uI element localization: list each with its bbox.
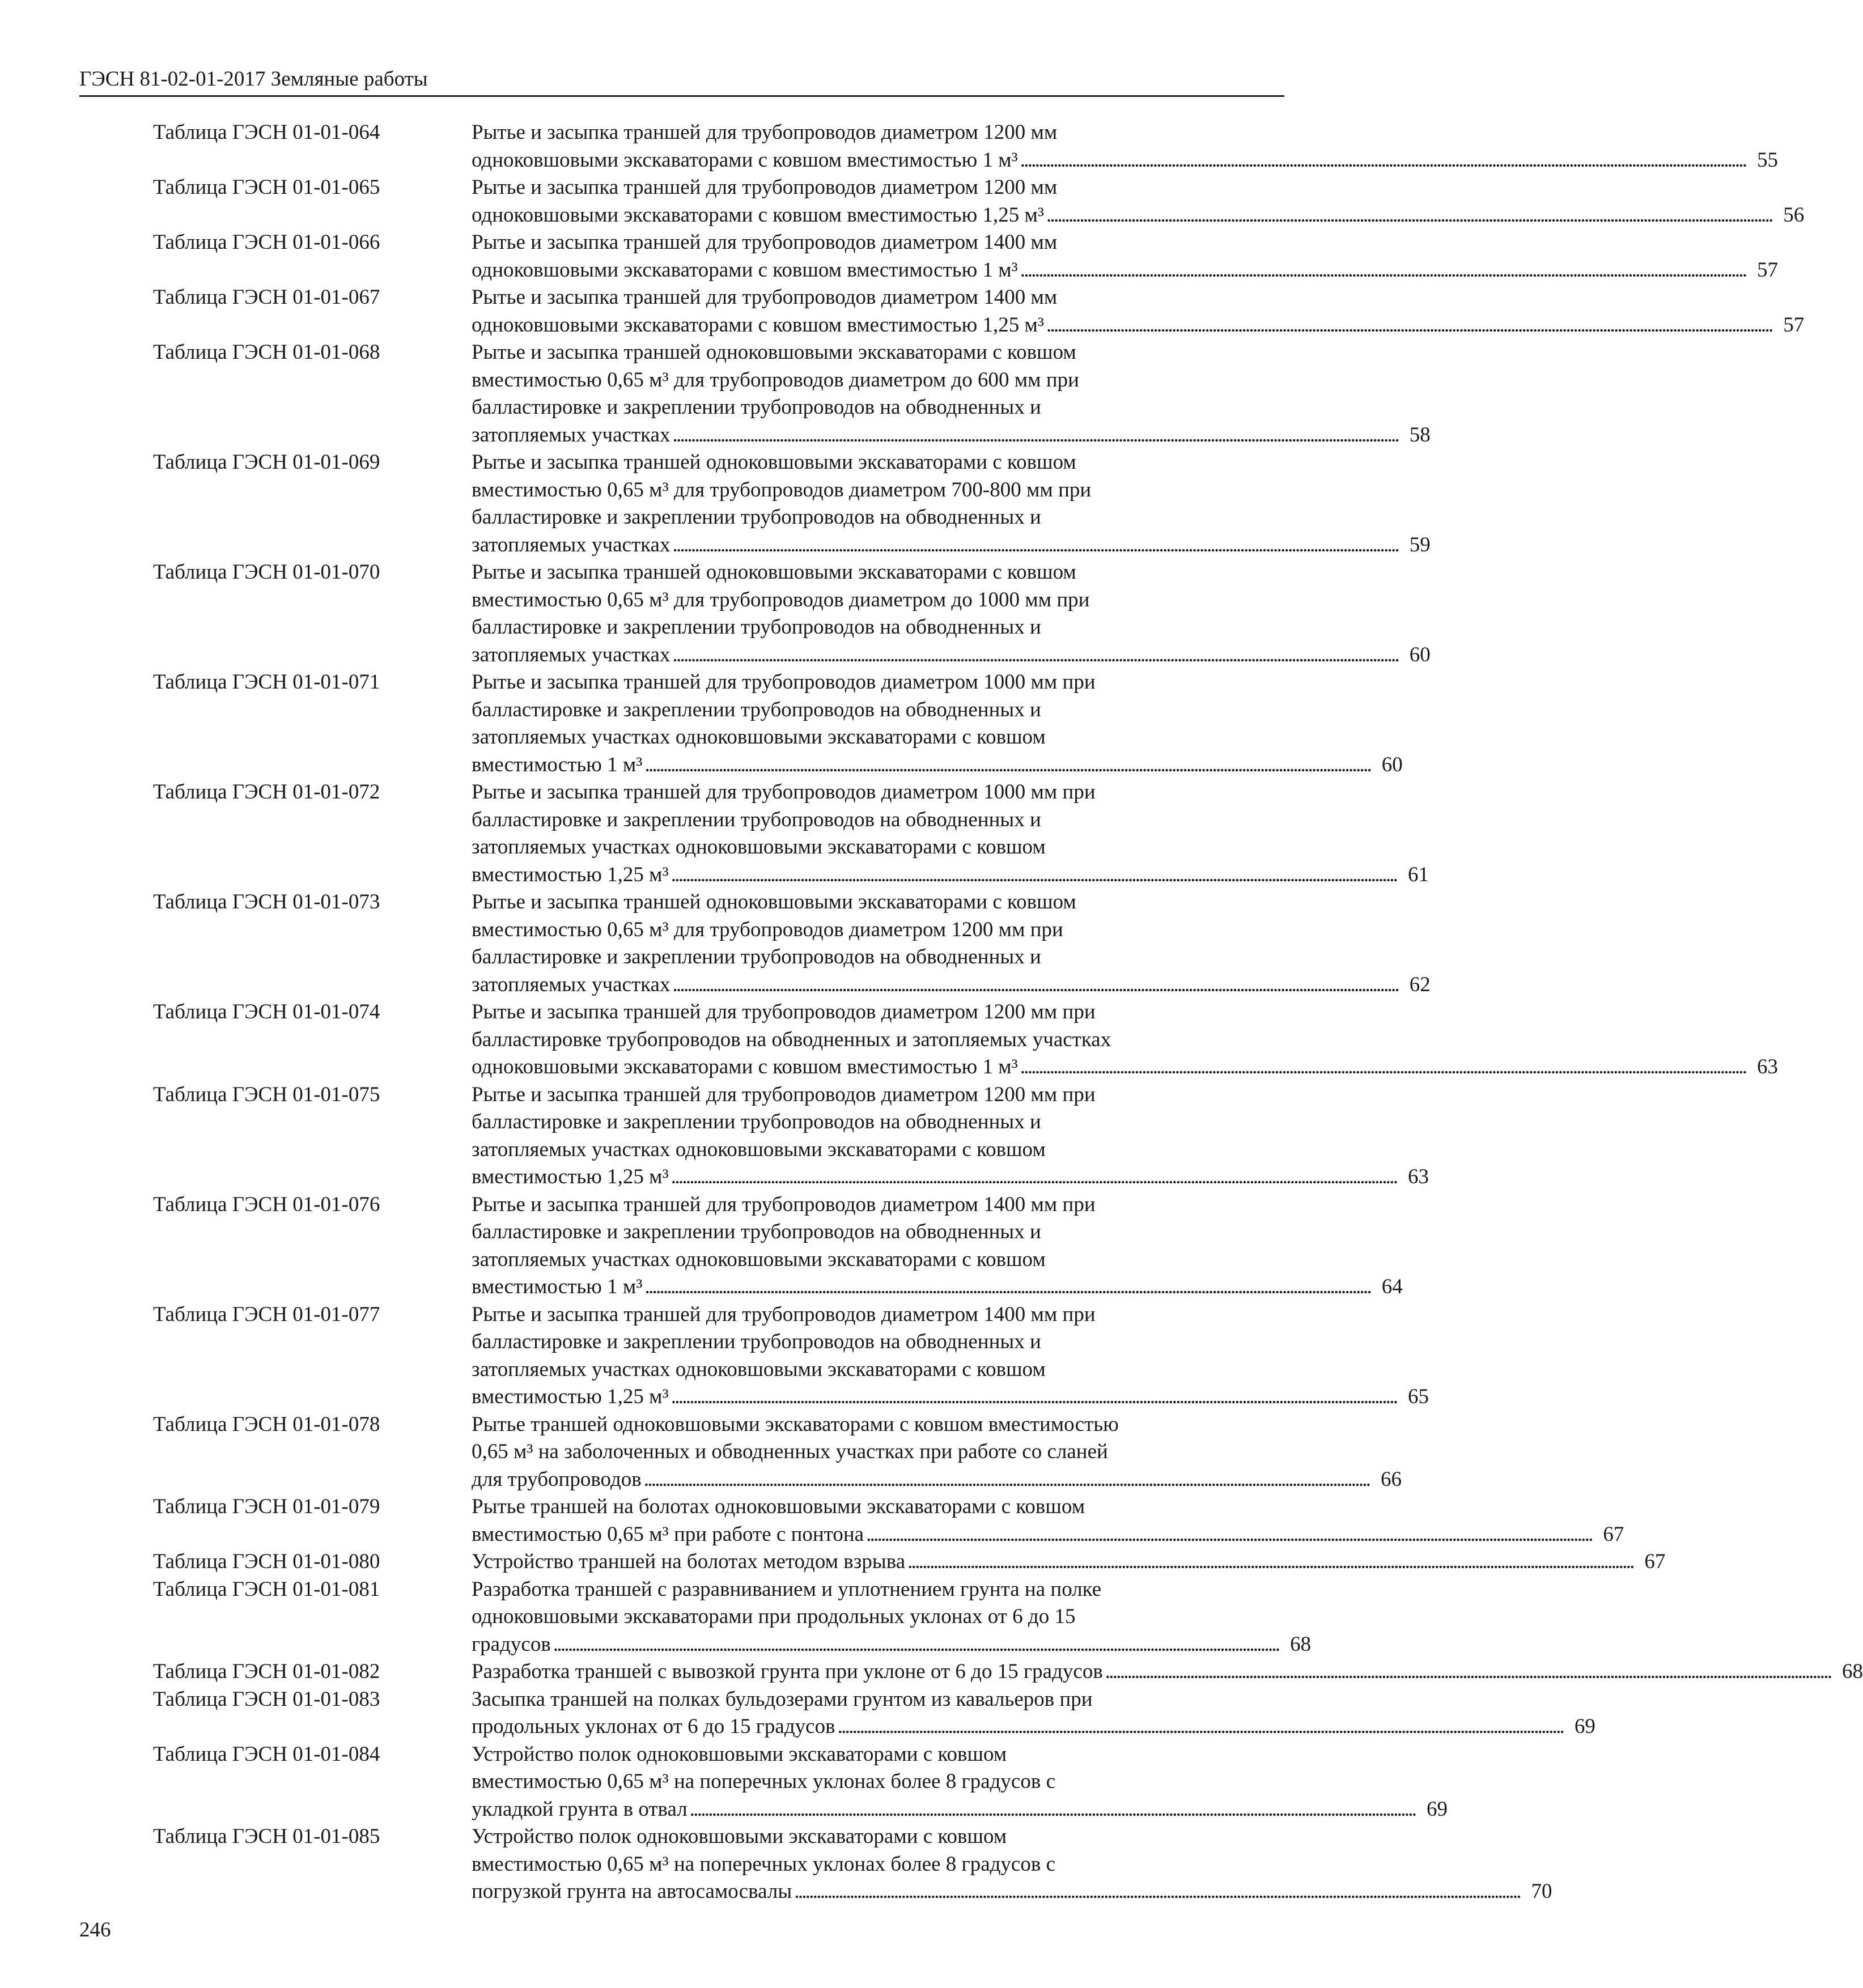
toc-entry-title-line: балластировке и закреплении трубопроводов на обводненных и bbox=[472, 1220, 1041, 1243]
dot-leader bbox=[1046, 312, 1770, 339]
toc-entry-title-line: вместимостью 0,65 м³ на поперечных уклонах более 8 градусов с bbox=[472, 1852, 1056, 1876]
toc-entry-label: Таблица ГЭСН 01-01-078 bbox=[153, 1412, 380, 1436]
toc-entry[interactable] bbox=[153, 1081, 1429, 1191]
toc-entry[interactable] bbox=[153, 229, 1779, 284]
toc-entry-title bbox=[472, 1658, 1863, 1686]
toc-entry-title-line: одноковшовыми экскаваторами при продольных уклонах от 6 до 15 bbox=[472, 1605, 1076, 1628]
dot-leader bbox=[794, 1878, 1518, 1906]
toc-entry-title-line: вместимостью 0,65 м³ при работе с понтона bbox=[472, 1522, 864, 1546]
toc-entry[interactable] bbox=[153, 559, 1431, 669]
dot-leader bbox=[644, 1466, 1368, 1494]
toc-entry-title-line: затопляемых участках bbox=[472, 643, 670, 666]
toc-entry-title bbox=[472, 449, 1431, 559]
dot-leader bbox=[671, 1383, 1395, 1411]
toc-entry[interactable] bbox=[153, 889, 1431, 999]
toc-entry-page: 65 bbox=[1407, 1385, 1429, 1408]
toc-entry-title-line: балластировке и закреплении трубопроводов на обводненных и bbox=[472, 1110, 1041, 1133]
toc-entry-title-line: погрузкой грунта на автосамосвалы bbox=[472, 1880, 792, 1903]
toc-entry-title-line: Рытье и засыпка траншей для трубопроводов диаметром 1400 мм bbox=[472, 286, 1058, 309]
toc-entry-label: Таблица ГЭСН 01-01-080 bbox=[153, 1550, 380, 1573]
toc-entry-title-line: Рытье и засыпка траншей для трубопроводов диаметром 1200 мм bbox=[472, 121, 1058, 144]
toc-entry-title-line: вместимостью 1 м³ bbox=[472, 753, 643, 776]
dot-leader bbox=[672, 971, 1396, 999]
toc-entry[interactable] bbox=[153, 339, 1431, 449]
toc-entry[interactable] bbox=[153, 1548, 1666, 1576]
toc-entry-page: 61 bbox=[1407, 863, 1429, 886]
toc-entry-title-line: затопляемых участках одноковшовыми экскаваторами с ковшом bbox=[472, 835, 1046, 859]
toc-entry-title bbox=[472, 1823, 1552, 1906]
toc-entry[interactable] bbox=[153, 1493, 1624, 1548]
toc-entry-title bbox=[472, 999, 1778, 1081]
toc-entry-title bbox=[472, 1548, 1665, 1576]
toc-entry-page: 60 bbox=[1381, 753, 1403, 776]
toc-entry-title-line: продольных уклонах от 6 до 15 градусов bbox=[472, 1715, 835, 1738]
toc-entry-page: 69 bbox=[1426, 1797, 1448, 1821]
toc-entry-title-line: градусов bbox=[472, 1632, 551, 1656]
toc-entry-page: 68 bbox=[1842, 1660, 1863, 1683]
toc-entry-label: Таблица ГЭСН 01-01-075 bbox=[153, 1082, 380, 1106]
dot-leader bbox=[1020, 257, 1744, 284]
toc-entry-label: Таблица ГЭСН 01-01-068 bbox=[153, 341, 380, 364]
toc-entry-title-line: Рытье траншей на болотах одноковшовыми экскаваторами с ковшом bbox=[472, 1495, 1085, 1518]
toc-entry-title-line: Рытье и засыпка траншей одноковшовыми экскаваторами с ковшом bbox=[472, 341, 1076, 364]
toc-entry-title-line: одноковшовыми экскаваторами с ковшом вместимостью 1 м³ bbox=[472, 148, 1018, 172]
toc-entry-title-line: Разработка траншей с разравниванием и уплотнением грунта на полке bbox=[472, 1577, 1102, 1601]
toc-entry-title-line: Разработка траншей с вывозкой грунта при уклоне от 6 до 15 градусов bbox=[472, 1660, 1103, 1683]
dot-leader bbox=[1020, 147, 1744, 175]
dot-leader bbox=[1105, 1658, 1829, 1686]
toc-entry-title-line: Рытье и засыпка траншей для трубопроводов диаметром 1200 мм при bbox=[472, 1000, 1096, 1023]
table-of-contents bbox=[153, 119, 1863, 1906]
toc-entry-title-line: для трубопроводов bbox=[472, 1467, 642, 1491]
toc-entry-title-line: Устройство полок одноковшовыми экскаваторами с ковшом bbox=[472, 1825, 1007, 1848]
toc-entry-title bbox=[472, 1493, 1624, 1548]
running-header: ГЭСН 81-02-01-2017 Земляные работы bbox=[79, 66, 1284, 97]
toc-entry-page: 60 bbox=[1409, 643, 1431, 666]
toc-entry-title-line: вместимостью 1,25 м³ bbox=[472, 1165, 669, 1188]
toc-entry-title-line: затопляемых участках bbox=[472, 423, 670, 447]
toc-entry-label: Таблица ГЭСН 01-01-076 bbox=[153, 1192, 380, 1216]
toc-entry-title-line: вместимостью 0,65 м³ для трубопроводов диаметром до 600 мм при bbox=[472, 368, 1079, 392]
dot-leader bbox=[672, 642, 1396, 669]
toc-entry-title-line: затопляемых участках одноковшовыми экскаваторами с ковшом bbox=[472, 1247, 1046, 1271]
toc-entry[interactable] bbox=[153, 1741, 1448, 1824]
dot-leader bbox=[672, 532, 1396, 559]
toc-entry-label: Таблица ГЭСН 01-01-065 bbox=[153, 176, 380, 199]
toc-entry-title-line: вместимостью 0,65 м³ для трубопроводов диаметром 1200 мм при bbox=[472, 917, 1063, 941]
toc-entry-title-line: одноковшовыми экскаваторами с ковшом вместимостью 1 м³ bbox=[472, 1055, 1018, 1078]
toc-entry-label: Таблица ГЭСН 01-01-064 bbox=[153, 121, 380, 144]
toc-entry-label: Таблица ГЭСН 01-01-069 bbox=[153, 451, 380, 474]
toc-entry[interactable] bbox=[153, 1411, 1402, 1494]
toc-entry-title-line: затопляемых участках одноковшовыми экскаваторами с ковшом bbox=[472, 1137, 1046, 1161]
toc-entry-title-line: одноковшовыми экскаваторами с ковшом вместимостью 1,25 м³ bbox=[472, 203, 1045, 227]
toc-entry-page: 70 bbox=[1531, 1880, 1552, 1903]
toc-entry-label: Таблица ГЭСН 01-01-072 bbox=[153, 780, 380, 804]
dot-leader bbox=[644, 751, 1368, 779]
toc-entry-page: 57 bbox=[1757, 258, 1779, 282]
toc-entry-title-line: Рытье и засыпка траншей одноковшовыми экскаваторами с ковшом bbox=[472, 451, 1076, 474]
toc-entry[interactable] bbox=[153, 1823, 1552, 1906]
toc-entry-title-line: Рытье и засыпка траншей одноковшовыми экскаваторами с ковшом bbox=[472, 560, 1076, 584]
dot-leader bbox=[838, 1713, 1561, 1741]
toc-entry[interactable] bbox=[153, 174, 1805, 229]
toc-entry-label: Таблица ГЭСН 01-01-066 bbox=[153, 231, 380, 254]
dot-leader bbox=[866, 1521, 1590, 1549]
toc-entry-title-line: балластировке и закреплении трубопроводов на обводненных и bbox=[472, 1330, 1041, 1353]
toc-entry-page: 62 bbox=[1409, 972, 1431, 996]
toc-entry-label: Таблица ГЭСН 01-01-082 bbox=[153, 1660, 380, 1683]
toc-entry-title-line: балластировке и закреплении трубопроводов на обводненных и bbox=[472, 615, 1041, 639]
toc-entry[interactable] bbox=[153, 1301, 1429, 1411]
toc-entry-title-line: Рытье и засыпка траншей для трубопроводов диаметром 1400 мм при bbox=[472, 1192, 1096, 1216]
toc-entry-title bbox=[472, 1191, 1403, 1301]
toc-entry[interactable] bbox=[153, 1191, 1403, 1301]
toc-entry-title-line: вместимостью 0,65 м³ на поперечных уклонах более 8 градусов с bbox=[472, 1770, 1056, 1793]
toc-entry-title-line: балластировке и закреплении трубопроводов на обводненных и bbox=[472, 698, 1041, 721]
toc-entry-title-line: Рытье и засыпка траншей для трубопроводов диаметром 1200 мм bbox=[472, 176, 1058, 199]
toc-entry-page: 56 bbox=[1783, 203, 1805, 227]
page-number: 246 bbox=[79, 1918, 111, 1942]
toc-entry-title-line: вместимостью 1,25 м³ bbox=[472, 863, 669, 886]
toc-entry-title-line: одноковшовыми экскаваторами с ковшом вместимостью 1 м³ bbox=[472, 258, 1018, 282]
toc-entry-label: Таблица ГЭСН 01-01-077 bbox=[153, 1302, 380, 1326]
dot-leader bbox=[553, 1631, 1277, 1659]
toc-entry-page: 57 bbox=[1783, 313, 1805, 337]
toc-entry[interactable] bbox=[153, 1686, 1595, 1741]
toc-entry-title bbox=[472, 1741, 1448, 1824]
toc-entry-page: 66 bbox=[1381, 1467, 1402, 1491]
toc-entry[interactable] bbox=[153, 999, 1779, 1081]
toc-entry-title-line: одноковшовыми экскаваторами с ковшом вместимостью 1,25 м³ bbox=[472, 313, 1045, 337]
toc-entry-page: 55 bbox=[1757, 148, 1779, 172]
toc-entry-title-line: 0,65 м³ на заболоченных и обводненных участках при работе со сланей bbox=[472, 1440, 1108, 1463]
toc-entry-label: Таблица ГЭСН 01-01-081 bbox=[153, 1577, 380, 1601]
toc-entry-title bbox=[472, 284, 1804, 339]
toc-entry-label: Таблица ГЭСН 01-01-070 bbox=[153, 560, 380, 584]
toc-entry-title-line: Засыпка траншей на полках бульдозерами грунтом из кавальеров при bbox=[472, 1687, 1093, 1711]
toc-entry-title bbox=[472, 779, 1429, 889]
toc-entry-title-line: Рытье и засыпка траншей одноковшовыми экскаваторами с ковшом bbox=[472, 890, 1076, 914]
toc-entry[interactable] bbox=[153, 449, 1431, 559]
toc-entry-title bbox=[472, 889, 1431, 999]
toc-entry-title bbox=[472, 559, 1431, 669]
toc-entry-page: 59 bbox=[1409, 533, 1431, 557]
toc-entry-label: Таблица ГЭСН 01-01-085 bbox=[153, 1825, 380, 1848]
toc-entry-page: 67 bbox=[1603, 1522, 1624, 1546]
toc-entry-title-line: Рытье траншей одноковшовыми экскаваторами с ковшом вместимостью bbox=[472, 1412, 1119, 1436]
dot-leader bbox=[671, 861, 1395, 889]
dot-leader bbox=[671, 1163, 1395, 1191]
toc-entry-title-line: вместимостью 1,25 м³ bbox=[472, 1385, 669, 1408]
toc-entry-label: Таблица ГЭСН 01-01-083 bbox=[153, 1687, 380, 1711]
dot-leader bbox=[907, 1548, 1631, 1576]
toc-entry-title bbox=[472, 339, 1431, 449]
toc-entry-title-line: Рытье и засыпка траншей для трубопроводов диаметром 1400 мм bbox=[472, 231, 1058, 254]
toc-entry-title-line: Рытье и засыпка траншей для трубопроводов диаметром 1000 мм при bbox=[472, 670, 1096, 694]
toc-entry[interactable] bbox=[153, 779, 1429, 889]
toc-entry-title-line: балластировке и закреплении трубопроводов на обводненных и bbox=[472, 808, 1041, 831]
toc-entry-title bbox=[472, 1301, 1429, 1411]
toc-entry-title bbox=[472, 1081, 1429, 1191]
toc-entry-title bbox=[472, 1686, 1595, 1741]
toc-entry[interactable] bbox=[153, 284, 1805, 339]
toc-entry-page: 68 bbox=[1290, 1632, 1312, 1656]
toc-entry-label: Таблица ГЭСН 01-01-084 bbox=[153, 1742, 380, 1766]
toc-entry-label: Таблица ГЭСН 01-01-079 bbox=[153, 1495, 380, 1518]
toc-entry-label: Таблица ГЭСН 01-01-071 bbox=[153, 670, 380, 694]
toc-entry-label: Таблица ГЭСН 01-01-067 bbox=[153, 286, 380, 309]
toc-entry-title-line: балластировке и закреплении трубопроводов на обводненных и bbox=[472, 506, 1041, 529]
toc-entry-page: 58 bbox=[1409, 423, 1431, 447]
toc-entry-title bbox=[472, 1411, 1402, 1494]
toc-entry-title bbox=[472, 1576, 1311, 1659]
dot-leader bbox=[1046, 202, 1770, 230]
toc-entry-page: 63 bbox=[1407, 1165, 1429, 1188]
toc-entry-title-line: балластировке и закреплении трубопроводов на обводненных и bbox=[472, 396, 1041, 419]
toc-entry-title-line: укладкой грунта в отвал bbox=[472, 1797, 688, 1821]
toc-entry[interactable] bbox=[153, 119, 1779, 174]
toc-entry-title bbox=[472, 669, 1403, 779]
dot-leader bbox=[1020, 1054, 1744, 1081]
toc-entry[interactable] bbox=[153, 669, 1403, 779]
toc-entry-label: Таблица ГЭСН 01-01-074 bbox=[153, 1000, 380, 1023]
toc-entry-title-line: затопляемых участках bbox=[472, 972, 670, 996]
dot-leader bbox=[690, 1796, 1414, 1824]
toc-entry-title-line: вместимостью 0,65 м³ для трубопроводов диаметром до 1000 мм при bbox=[472, 588, 1090, 611]
toc-entry-title-line: Устройство траншей на болотах методом взрыва bbox=[472, 1550, 906, 1573]
toc-entry[interactable] bbox=[153, 1576, 1312, 1659]
toc-entry-title-line: затопляемых участках bbox=[472, 533, 670, 557]
toc-entry-page: 67 bbox=[1644, 1550, 1666, 1573]
toc-entry-title bbox=[472, 229, 1778, 284]
dot-leader bbox=[672, 422, 1396, 449]
toc-entry-label: Таблица ГЭСН 01-01-073 bbox=[153, 890, 380, 914]
toc-entry-title-line: затопляемых участках одноковшовыми экскаваторами с ковшом bbox=[472, 725, 1046, 749]
toc-entry-title-line: балластировке трубопроводов на обводненных и затопляемых участках bbox=[472, 1027, 1111, 1051]
toc-entry-title-line: Рытье и засыпка траншей для трубопроводов диаметром 1400 мм при bbox=[472, 1302, 1096, 1326]
toc-entry-page: 63 bbox=[1757, 1055, 1779, 1078]
toc-entry-title-line: Рытье и засыпка траншей для трубопроводов диаметром 1200 мм при bbox=[472, 1082, 1096, 1106]
toc-entry-page: 64 bbox=[1381, 1275, 1403, 1298]
toc-entry-title-line: вместимостью 0,65 м³ для трубопроводов диаметром 700-800 мм при bbox=[472, 478, 1092, 502]
toc-entry-title-line: Устройство полок одноковшовыми экскаваторами с ковшом bbox=[472, 1742, 1007, 1766]
dot-leader bbox=[644, 1273, 1368, 1301]
toc-entry-page: 69 bbox=[1574, 1715, 1595, 1738]
toc-entry-title bbox=[472, 174, 1804, 229]
toc-entry-title-line: затопляемых участках одноковшовыми экскаваторами с ковшом bbox=[472, 1357, 1046, 1381]
toc-entry[interactable] bbox=[153, 1658, 1863, 1686]
toc-entry-title-line: Рытье и засыпка траншей для трубопроводов диаметром 1000 мм при bbox=[472, 780, 1096, 804]
toc-entry-title-line: вместимостью 1 м³ bbox=[472, 1275, 643, 1298]
toc-entry-title bbox=[472, 119, 1778, 174]
toc-entry-title-line: балластировке и закреплении трубопроводов на обводненных и bbox=[472, 945, 1041, 968]
